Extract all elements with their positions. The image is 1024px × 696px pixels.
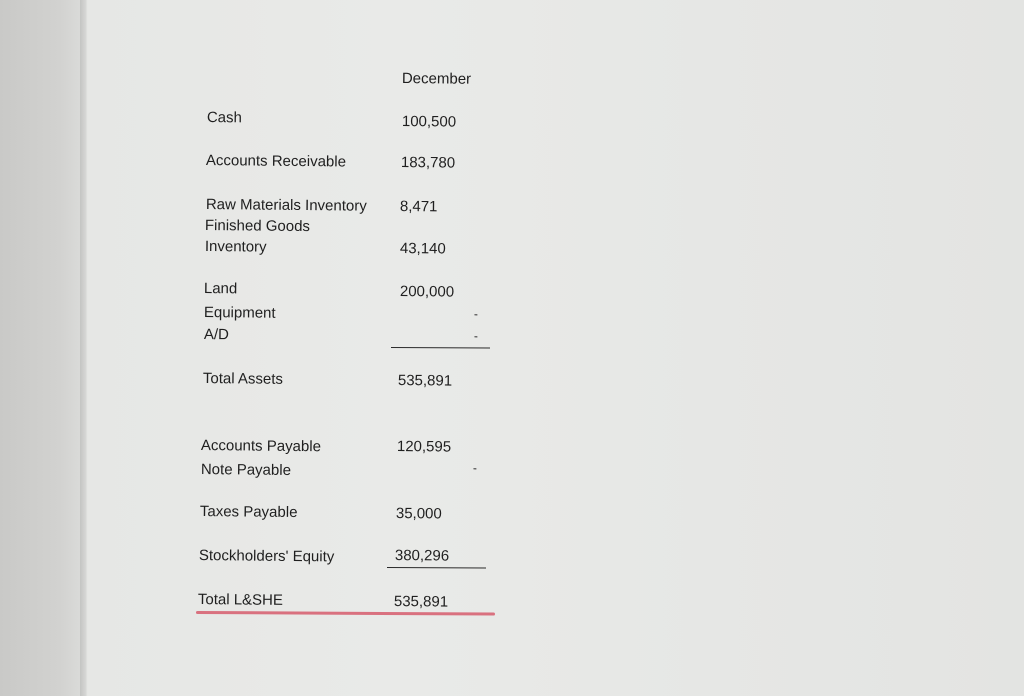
- accounts-receivable-label: Accounts Receivable: [205, 151, 347, 171]
- accounts-payable-label: Accounts Payable: [200, 436, 322, 456]
- taxes-payable-label: Taxes Payable: [199, 502, 298, 522]
- equity-subtotal-rule: [387, 567, 486, 569]
- taxes-payable-value: 35,000: [395, 504, 442, 523]
- ad-value: -: [473, 328, 478, 344]
- ad-label: A/D: [203, 325, 230, 344]
- finished-goods-label-line1: Finished Goods: [204, 216, 311, 236]
- total-assets-label: Total Assets: [202, 369, 284, 388]
- total-assets-value: 535,891: [397, 371, 453, 390]
- accounts-payable-value: 120,595: [396, 437, 452, 456]
- note-payable-value: -: [472, 460, 477, 476]
- cash-value: 100,500: [401, 112, 457, 131]
- total-lshe-value: 535,891: [393, 592, 449, 611]
- total-lshe-underline: [196, 611, 495, 616]
- raw-materials-label: Raw Materials Inventory: [205, 195, 367, 215]
- equipment-value: -: [473, 306, 478, 322]
- land-label: Land: [203, 279, 238, 298]
- land-value: 200,000: [399, 282, 455, 301]
- column-header-december: December: [401, 69, 472, 88]
- note-payable-label: Note Payable: [200, 460, 292, 479]
- equipment-label: Equipment: [203, 303, 276, 322]
- asset-subtotal-rule: [391, 347, 490, 349]
- stockholders-equity-value: 380,296: [394, 546, 450, 565]
- total-lshe-label: Total L&SHE: [197, 590, 284, 609]
- cash-label: Cash: [206, 108, 243, 127]
- stockholders-equity-label: Stockholders' Equity: [198, 546, 335, 566]
- accounts-receivable-value: 183,780: [400, 153, 456, 172]
- raw-materials-value: 8,471: [399, 197, 438, 216]
- finished-goods-value: 43,140: [399, 239, 446, 258]
- finished-goods-label-line2: Inventory: [204, 237, 267, 256]
